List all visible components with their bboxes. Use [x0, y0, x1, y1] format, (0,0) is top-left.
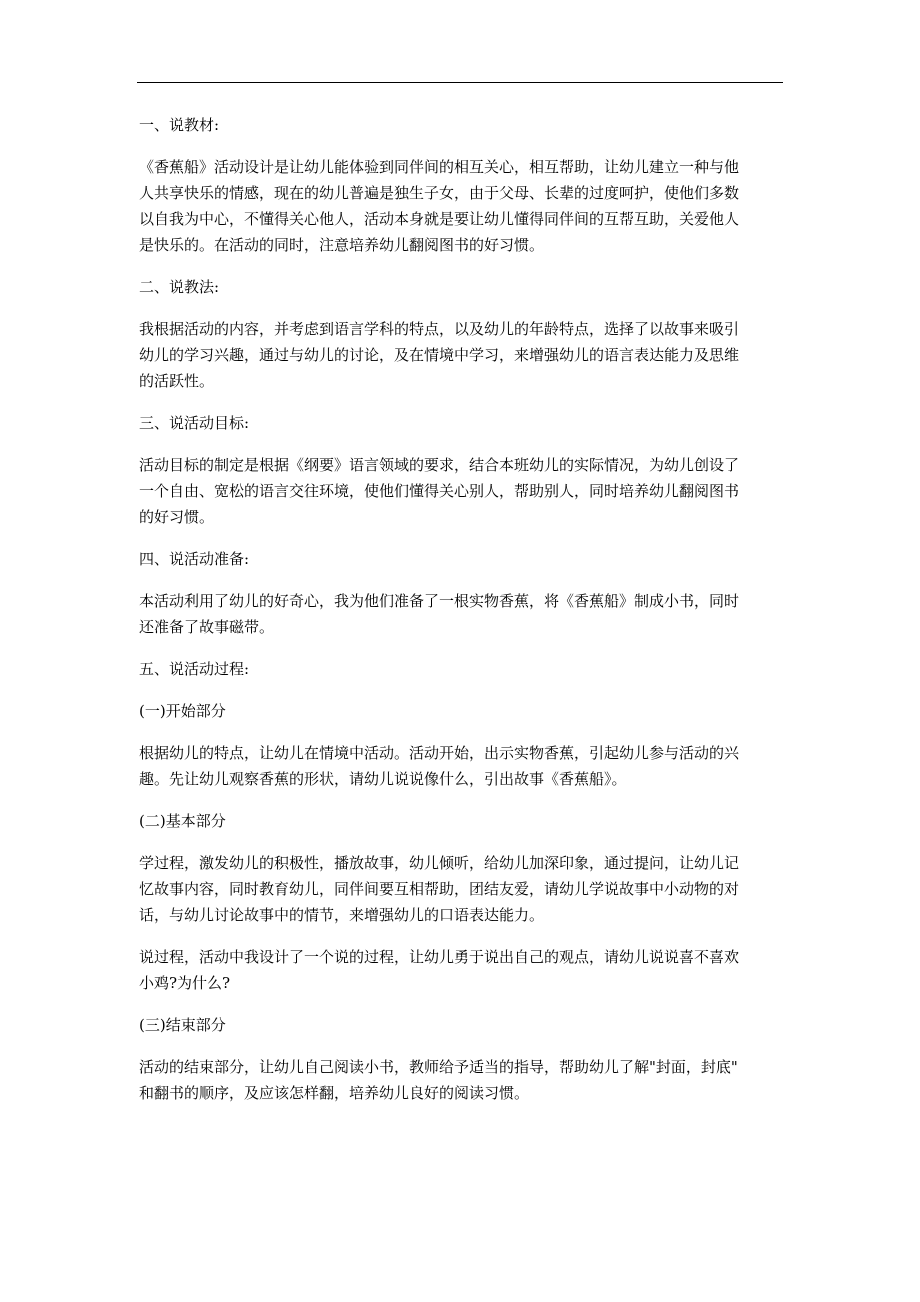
body-paragraph [139, 316, 785, 394]
paragraph-line: 以自我为中心，不懂得关心他人，活动本身就是要让幼儿懂得同伴间的互帮互助，关爱他人 [139, 210, 740, 228]
body-paragraph [139, 944, 785, 996]
header-rule [137, 82, 783, 83]
paragraph-line: 的好习惯。 [139, 508, 215, 526]
paragraph-line: 学过程，激发幼儿的积极性，播放故事，幼儿倾听，给幼儿加深印象，通过提问，让幼儿记 [139, 854, 740, 872]
section-heading: 二、说教法: [139, 278, 220, 296]
section-heading: (三)结束部分 [139, 1016, 226, 1034]
paragraph-line: 人共享快乐的情感，现在的幼儿普遍是独生子女，由于父母、长辈的过度呵护，使他们多数 [139, 184, 740, 202]
section-heading: 三、说活动目标: [139, 414, 250, 432]
document-body [139, 112, 785, 1122]
paragraph-line: 说过程，活动中我设计了一个说的过程，让幼儿勇于说出自己的观点，请幼儿说说喜不喜欢 [139, 948, 740, 966]
paragraph-line: 本活动利用了幼儿的好奇心，我为他们准备了一根实物香蕉，将《香蕉船》制成小书，同时 [139, 592, 740, 610]
paragraph-line: 话，与幼儿讨论故事中的情节，来增强幼儿的口语表达能力。 [139, 906, 545, 924]
paragraph-line: 我根据活动的内容，并考虑到语言学科的特点，以及幼儿的年龄特点，选择了以故事来吸引 [139, 320, 740, 338]
body-paragraph [139, 154, 785, 258]
paragraph-line: 忆故事内容，同时教育幼儿，同伴间要互相帮助，团结友爱，请幼儿学说故事中小动物的对 [139, 880, 740, 898]
paragraph-line: 小鸡?为什么? [139, 974, 231, 992]
paragraph-line: 一个自由、宽松的语言交往环境，使他们懂得关心别人，帮助别人，同时培养幼儿翻阅图书 [139, 482, 740, 500]
paragraph-line: 《香蕉船》活动设计是让幼儿能体验到同伴间的相互关心，相互帮助，让幼儿建立一种与他 [139, 158, 740, 176]
paragraph-line: 根据幼儿的特点，让幼儿在情境中活动。活动开始，出示实物香蕉，引起幼儿参与活动的兴 [139, 744, 740, 762]
body-paragraph [139, 850, 785, 928]
section-heading: 一、说教材: [139, 116, 220, 134]
section-heading: (二)基本部分 [139, 812, 226, 830]
body-paragraph [139, 1054, 785, 1106]
section-heading: (一)开始部分 [139, 702, 226, 720]
paragraph-line: 和翻书的顺序，及应该怎样翻，培养幼儿良好的阅读习惯。 [139, 1084, 530, 1102]
paragraph-line: 幼儿的学习兴趣，通过与幼儿的讨论，及在情境中学习，来增强幼儿的语言表达能力及思维 [139, 346, 740, 364]
body-paragraph [139, 452, 785, 530]
paragraph-line: 活动目标的制定是根据《纲要》语言领域的要求，结合本班幼儿的实际情况，为幼儿创设了 [139, 456, 740, 474]
body-paragraph [139, 740, 785, 792]
section-heading: 四、说活动准备: [139, 550, 250, 568]
section-heading: 五、说活动过程: [139, 660, 250, 678]
paragraph-line: 趣。先让幼儿观察香蕉的形状，请幼儿说说像什么，引出故事《香蕉船》。 [139, 770, 627, 788]
paragraph-line: 活动的结束部分，让幼儿自己阅读小书，教师给予适当的指导，帮助幼儿了解"封面，封底" [139, 1058, 738, 1076]
paragraph-line: 是快乐的。在活动的同时，注意培养幼儿翻阅图书的好习惯。 [139, 236, 545, 254]
body-paragraph [139, 588, 785, 640]
paragraph-line: 的活跃性。 [139, 372, 215, 390]
paragraph-line: 还准备了故事磁带。 [139, 618, 275, 636]
